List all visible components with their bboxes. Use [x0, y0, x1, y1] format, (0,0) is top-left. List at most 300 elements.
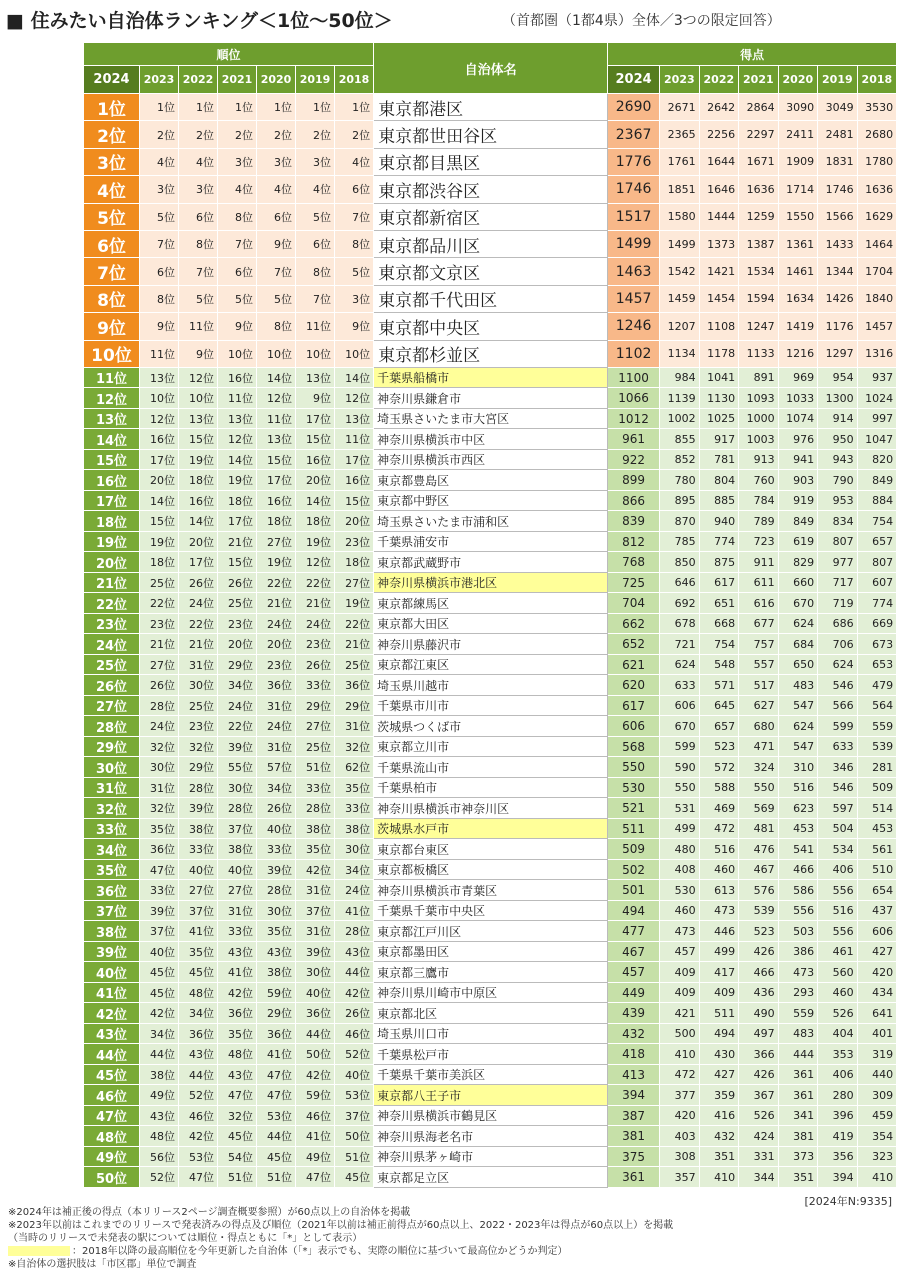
- previous-score-cell: 406: [818, 1064, 858, 1085]
- previous-rank-cell: 44位: [296, 1023, 335, 1044]
- previous-score-cell: 523: [739, 921, 779, 942]
- previous-rank-cell: 32位: [179, 736, 218, 757]
- previous-score-cell: 1178: [699, 340, 739, 367]
- previous-score-cell: 499: [699, 941, 739, 962]
- municipality-name-cell: 東京都港区: [374, 94, 608, 121]
- previous-score-cell: 781: [699, 449, 739, 470]
- previous-score-cell: 774: [857, 593, 897, 614]
- previous-score-cell: 1780: [857, 148, 897, 175]
- previous-rank-cell: 20位: [179, 531, 218, 552]
- previous-rank-cell: 1位: [335, 94, 374, 121]
- previous-score-cell: 1041: [699, 367, 739, 388]
- previous-score-cell: 408: [660, 859, 700, 880]
- previous-rank-cell: 1位: [140, 94, 179, 121]
- municipality-name-cell: 東京都千代田区: [374, 285, 608, 312]
- previous-rank-cell: 46位: [179, 1105, 218, 1126]
- municipality-name-cell: 東京都中野区: [374, 490, 608, 511]
- score-cell: 961: [608, 429, 660, 450]
- score-cell: 394: [608, 1085, 660, 1106]
- previous-rank-cell: 6位: [335, 176, 374, 203]
- previous-rank-cell: 8位: [218, 203, 257, 230]
- previous-rank-cell: 4位: [218, 176, 257, 203]
- previous-rank-cell: 33位: [296, 675, 335, 696]
- municipality-name-cell: 東京都武蔵野市: [374, 552, 608, 573]
- table-row: [84, 859, 897, 880]
- previous-rank-cell: 14位: [218, 449, 257, 470]
- previous-rank-cell: 31位: [179, 654, 218, 675]
- previous-rank-cell: 41位: [179, 921, 218, 942]
- previous-score-cell: 534: [818, 839, 858, 860]
- previous-rank-cell: 38位: [257, 962, 296, 983]
- previous-score-cell: 586: [778, 880, 818, 901]
- previous-rank-cell: 5位: [257, 285, 296, 312]
- rank-cell: 29位: [84, 736, 140, 757]
- table-row: [84, 1085, 897, 1106]
- previous-rank-cell: 11位: [218, 388, 257, 409]
- previous-score-cell: 432: [699, 1126, 739, 1147]
- rank-cell: 12位: [84, 388, 140, 409]
- previous-score-cell: 834: [818, 511, 858, 532]
- previous-score-cell: 785: [660, 531, 700, 552]
- previous-rank-cell: 53位: [257, 1105, 296, 1126]
- previous-score-cell: 624: [818, 654, 858, 675]
- previous-score-cell: 1344: [818, 258, 858, 285]
- previous-score-cell: 804: [699, 470, 739, 491]
- rank-year-header: 2018: [335, 66, 374, 94]
- previous-rank-cell: 35位: [218, 1023, 257, 1044]
- previous-rank-cell: 5位: [296, 203, 335, 230]
- previous-score-cell: 754: [857, 511, 897, 532]
- table-row: [84, 675, 897, 696]
- footnote: （当時のリリースで未発表の駅については順位・得点ともに「*」として表示）: [8, 1233, 363, 1244]
- municipality-name-cell: 神奈川県藤沢市: [374, 634, 608, 655]
- previous-score-cell: 1464: [857, 230, 897, 257]
- score-cell: 1246: [608, 313, 660, 340]
- score-cell: 1457: [608, 285, 660, 312]
- previous-rank-cell: 40位: [140, 941, 179, 962]
- previous-rank-cell: 19位: [218, 470, 257, 491]
- previous-score-cell: 875: [699, 552, 739, 573]
- previous-score-cell: 576: [739, 880, 779, 901]
- previous-score-cell: 1176: [818, 313, 858, 340]
- previous-rank-cell: 54位: [218, 1146, 257, 1167]
- previous-rank-cell: 38位: [140, 1064, 179, 1085]
- score-cell: 866: [608, 490, 660, 511]
- rank-year-header: 2022: [179, 66, 218, 94]
- previous-rank-cell: 28位: [179, 777, 218, 798]
- previous-score-cell: 557: [739, 654, 779, 675]
- score-cell: 1463: [608, 258, 660, 285]
- previous-score-cell: 420: [857, 962, 897, 983]
- previous-rank-cell: 3位: [335, 285, 374, 312]
- previous-score-cell: 1133: [739, 340, 779, 367]
- previous-score-cell: 514: [857, 798, 897, 819]
- previous-score-cell: 539: [739, 900, 779, 921]
- previous-score-cell: 2680: [857, 121, 897, 148]
- rank-cell: 1位: [84, 94, 140, 121]
- previous-score-cell: 1207: [660, 313, 700, 340]
- previous-rank-cell: 47位: [218, 1085, 257, 1106]
- table-row: [84, 757, 897, 778]
- rank-cell: 21位: [84, 572, 140, 593]
- page-subtitle: （首都圏（1都4県）全体／3つの限定回答）: [502, 13, 781, 29]
- previous-score-cell: 569: [739, 798, 779, 819]
- previous-rank-cell: 44位: [179, 1064, 218, 1085]
- score-cell: 457: [608, 962, 660, 983]
- previous-rank-cell: 38位: [335, 818, 374, 839]
- rank-cell: 25位: [84, 654, 140, 675]
- municipality-name-cell: 東京都三鷹市: [374, 962, 608, 983]
- previous-score-cell: 409: [660, 962, 700, 983]
- previous-rank-cell: 37位: [179, 900, 218, 921]
- score-cell: 621: [608, 654, 660, 675]
- previous-rank-cell: 15位: [257, 449, 296, 470]
- rank-cell: 14位: [84, 429, 140, 450]
- previous-score-cell: 917: [699, 429, 739, 450]
- previous-rank-cell: 35位: [335, 777, 374, 798]
- previous-score-cell: 1746: [818, 176, 858, 203]
- rank-cell: 48位: [84, 1126, 140, 1147]
- municipality-name-cell: 神奈川県横浜市神奈川区: [374, 798, 608, 819]
- previous-rank-cell: 31位: [257, 736, 296, 757]
- previous-score-cell: 547: [778, 695, 818, 716]
- previous-rank-cell: 21位: [335, 634, 374, 655]
- municipality-name-cell: 東京都北区: [374, 1003, 608, 1024]
- previous-rank-cell: 51位: [296, 757, 335, 778]
- previous-score-cell: 1134: [660, 340, 700, 367]
- footnote: ：2018年以降の最高順位を今年更新した自治体（「*」表示でも、実際の順位に基づいて最高位かどうか判定）: [72, 1246, 568, 1257]
- previous-score-cell: 891: [739, 367, 779, 388]
- municipality-name-cell: 東京都渋谷区: [374, 176, 608, 203]
- previous-score-cell: 548: [699, 654, 739, 675]
- previous-score-cell: 1033: [778, 388, 818, 409]
- previous-rank-cell: 35位: [179, 941, 218, 962]
- previous-score-cell: 1566: [818, 203, 858, 230]
- previous-score-cell: 546: [818, 675, 858, 696]
- previous-score-cell: 556: [778, 900, 818, 921]
- previous-rank-cell: 31位: [257, 695, 296, 716]
- previous-rank-cell: 26位: [335, 1003, 374, 1024]
- previous-rank-cell: 25位: [296, 736, 335, 757]
- previous-score-cell: 426: [739, 941, 779, 962]
- previous-score-cell: 550: [739, 777, 779, 798]
- table-row: [84, 736, 897, 757]
- previous-score-cell: 653: [857, 654, 897, 675]
- previous-rank-cell: 4位: [335, 148, 374, 175]
- page-title: ■ 住みたい自治体ランキング＜1位～50位＞: [6, 10, 393, 32]
- rank-cell: 34位: [84, 839, 140, 860]
- previous-rank-cell: 3位: [218, 148, 257, 175]
- previous-score-cell: 559: [857, 716, 897, 737]
- score-cell: 509: [608, 839, 660, 860]
- municipality-name-cell: 埼玉県さいたま市浦和区: [374, 511, 608, 532]
- rank-cell: 16位: [84, 470, 140, 491]
- previous-score-cell: 497: [739, 1023, 779, 1044]
- previous-score-cell: 1130: [699, 388, 739, 409]
- previous-rank-cell: 41位: [335, 900, 374, 921]
- table-row: [84, 258, 897, 285]
- table-row: [84, 982, 897, 1003]
- rank-cell: 11位: [84, 367, 140, 388]
- previous-score-cell: 309: [857, 1085, 897, 1106]
- previous-score-cell: 940: [699, 511, 739, 532]
- previous-rank-cell: 7位: [179, 258, 218, 285]
- previous-score-cell: 717: [818, 572, 858, 593]
- score-cell: 812: [608, 531, 660, 552]
- previous-rank-cell: 47位: [257, 1064, 296, 1085]
- previous-rank-cell: 42位: [335, 982, 374, 1003]
- previous-rank-cell: 49位: [140, 1085, 179, 1106]
- municipality-name-cell: 東京都立川市: [374, 736, 608, 757]
- previous-score-cell: 850: [660, 552, 700, 573]
- previous-score-cell: 616: [739, 593, 779, 614]
- previous-score-cell: 849: [778, 511, 818, 532]
- previous-score-cell: 1421: [699, 258, 739, 285]
- score-cell: 768: [608, 552, 660, 573]
- previous-score-cell: 280: [818, 1085, 858, 1106]
- previous-rank-cell: 4位: [140, 148, 179, 175]
- previous-rank-cell: 36位: [218, 1003, 257, 1024]
- previous-rank-cell: 47位: [257, 1085, 296, 1106]
- previous-rank-cell: 48位: [179, 982, 218, 1003]
- previous-rank-cell: 32位: [335, 736, 374, 757]
- table-row: [84, 900, 897, 921]
- previous-score-cell: 566: [818, 695, 858, 716]
- municipality-name-cell: 茨城県つくば市: [374, 716, 608, 737]
- previous-score-cell: 1000: [739, 408, 779, 429]
- previous-rank-cell: 27位: [296, 716, 335, 737]
- score-cell: 413: [608, 1064, 660, 1085]
- previous-score-cell: 651: [699, 593, 739, 614]
- previous-score-cell: 409: [660, 982, 700, 1003]
- table-row: [84, 1003, 897, 1024]
- footnotes: [8, 1206, 673, 1271]
- rank-cell: 18位: [84, 511, 140, 532]
- table-row: [84, 572, 897, 593]
- previous-rank-cell: 24位: [257, 716, 296, 737]
- previous-rank-cell: 45位: [218, 1126, 257, 1147]
- table-row: [84, 511, 897, 532]
- previous-score-cell: 686: [818, 613, 858, 634]
- score-year-header: 2020: [778, 66, 818, 94]
- previous-score-cell: 624: [778, 613, 818, 634]
- previous-score-cell: 976: [778, 429, 818, 450]
- previous-rank-cell: 15位: [179, 429, 218, 450]
- previous-score-cell: 1646: [699, 176, 739, 203]
- municipality-name-cell: 東京都八王子市: [374, 1085, 608, 1106]
- rank-cell: 24位: [84, 634, 140, 655]
- previous-rank-cell: 20位: [218, 634, 257, 655]
- previous-rank-cell: 11位: [179, 313, 218, 340]
- previous-score-cell: 706: [818, 634, 858, 655]
- table-row: [84, 470, 897, 491]
- score-cell: 501: [608, 880, 660, 901]
- rank-cell: 43位: [84, 1023, 140, 1044]
- previous-rank-cell: 48位: [140, 1126, 179, 1147]
- previous-rank-cell: 19位: [140, 531, 179, 552]
- previous-score-cell: 2256: [699, 121, 739, 148]
- previous-score-cell: 885: [699, 490, 739, 511]
- previous-score-cell: 678: [660, 613, 700, 634]
- previous-rank-cell: 18位: [179, 470, 218, 491]
- table-row: [84, 429, 897, 450]
- previous-score-cell: 499: [660, 818, 700, 839]
- rank-cell: 47位: [84, 1105, 140, 1126]
- previous-rank-cell: 45位: [140, 982, 179, 1003]
- previous-rank-cell: 27位: [140, 654, 179, 675]
- rank-cell: 37位: [84, 900, 140, 921]
- previous-score-cell: 410: [699, 1167, 739, 1188]
- previous-rank-cell: 34位: [179, 1003, 218, 1024]
- previous-score-cell: 310: [778, 757, 818, 778]
- previous-rank-cell: 13位: [140, 367, 179, 388]
- previous-score-cell: 403: [660, 1126, 700, 1147]
- score-cell: 704: [608, 593, 660, 614]
- previous-score-cell: 1454: [699, 285, 739, 312]
- previous-score-cell: 308: [660, 1146, 700, 1167]
- previous-score-cell: 356: [818, 1146, 858, 1167]
- previous-score-cell: 481: [739, 818, 779, 839]
- rank-cell: 27位: [84, 695, 140, 716]
- previous-rank-cell: 22位: [218, 716, 257, 737]
- previous-rank-cell: 56位: [140, 1146, 179, 1167]
- previous-rank-cell: 12位: [179, 367, 218, 388]
- previous-score-cell: 281: [857, 757, 897, 778]
- previous-rank-cell: 47位: [140, 859, 179, 880]
- previous-rank-cell: 30位: [140, 757, 179, 778]
- previous-rank-cell: 47位: [296, 1167, 335, 1188]
- previous-rank-cell: 43位: [218, 941, 257, 962]
- rank-cell: 40位: [84, 962, 140, 983]
- previous-score-cell: 692: [660, 593, 700, 614]
- table-row: [84, 367, 897, 388]
- score-cell: 2690: [608, 94, 660, 121]
- previous-score-cell: 504: [818, 818, 858, 839]
- municipality-name-cell: 神奈川県茅ヶ崎市: [374, 1146, 608, 1167]
- score-cell: 922: [608, 449, 660, 470]
- previous-rank-cell: 40位: [296, 982, 335, 1003]
- previous-rank-cell: 27位: [179, 880, 218, 901]
- previous-score-cell: 723: [739, 531, 779, 552]
- previous-rank-cell: 26位: [257, 798, 296, 819]
- municipality-name-cell: 東京都江戸川区: [374, 921, 608, 942]
- previous-rank-cell: 24位: [257, 613, 296, 634]
- previous-score-cell: 354: [857, 1126, 897, 1147]
- municipality-name-cell: 神奈川県横浜市港北区: [374, 572, 608, 593]
- rank-cell: 15位: [84, 449, 140, 470]
- previous-rank-cell: 29位: [179, 757, 218, 778]
- previous-score-cell: 1433: [818, 230, 858, 257]
- previous-score-cell: 1002: [660, 408, 700, 429]
- previous-rank-cell: 5位: [218, 285, 257, 312]
- score-cell: 375: [608, 1146, 660, 1167]
- municipality-name-cell: 千葉県流山市: [374, 757, 608, 778]
- previous-score-cell: 657: [699, 716, 739, 737]
- previous-score-cell: 421: [660, 1003, 700, 1024]
- previous-score-cell: 937: [857, 367, 897, 388]
- rank-cell: 35位: [84, 859, 140, 880]
- rank-year-header: 2023: [140, 66, 179, 94]
- municipality-name-cell: 東京都豊島区: [374, 470, 608, 491]
- score-cell: 652: [608, 634, 660, 655]
- previous-score-cell: 903: [778, 470, 818, 491]
- previous-score-cell: 950: [818, 429, 858, 450]
- previous-rank-cell: 13位: [179, 408, 218, 429]
- previous-rank-cell: 2位: [335, 121, 374, 148]
- previous-score-cell: 460: [660, 900, 700, 921]
- table-row: [84, 880, 897, 901]
- previous-score-cell: 1594: [739, 285, 779, 312]
- previous-rank-cell: 7位: [296, 285, 335, 312]
- previous-rank-cell: 17位: [296, 408, 335, 429]
- previous-rank-cell: 11位: [335, 429, 374, 450]
- previous-rank-cell: 17位: [179, 552, 218, 573]
- previous-score-cell: 790: [818, 470, 858, 491]
- previous-score-cell: 613: [699, 880, 739, 901]
- previous-rank-cell: 1位: [218, 94, 257, 121]
- previous-score-cell: 483: [778, 675, 818, 696]
- previous-score-cell: 670: [660, 716, 700, 737]
- previous-rank-cell: 5位: [140, 203, 179, 230]
- table-row: [84, 695, 897, 716]
- previous-score-cell: 680: [739, 716, 779, 737]
- previous-score-cell: 516: [699, 839, 739, 860]
- previous-score-cell: 526: [739, 1105, 779, 1126]
- previous-rank-cell: 6位: [179, 203, 218, 230]
- previous-rank-cell: 50位: [335, 1126, 374, 1147]
- previous-rank-cell: 43位: [140, 1105, 179, 1126]
- municipality-name-cell: 東京都江東区: [374, 654, 608, 675]
- previous-rank-cell: 24位: [179, 593, 218, 614]
- previous-rank-cell: 14位: [335, 367, 374, 388]
- previous-rank-cell: 36位: [335, 675, 374, 696]
- previous-rank-cell: 39位: [257, 859, 296, 880]
- score-cell: 449: [608, 982, 660, 1003]
- previous-rank-cell: 24位: [335, 880, 374, 901]
- previous-score-cell: 516: [818, 900, 858, 921]
- previous-rank-cell: 42位: [179, 1126, 218, 1147]
- previous-rank-cell: 12位: [335, 388, 374, 409]
- previous-score-cell: 884: [857, 490, 897, 511]
- table-row: [84, 203, 897, 230]
- rank-cell: 3位: [84, 148, 140, 175]
- previous-rank-cell: 35位: [140, 818, 179, 839]
- previous-score-cell: 2481: [818, 121, 858, 148]
- score-cell: 511: [608, 818, 660, 839]
- previous-score-cell: 440: [857, 1064, 897, 1085]
- previous-score-cell: 361: [778, 1085, 818, 1106]
- previous-score-cell: 416: [699, 1105, 739, 1126]
- municipality-name-cell: 神奈川県鎌倉市: [374, 388, 608, 409]
- rank-year-header: 2021: [218, 66, 257, 94]
- previous-score-cell: 437: [857, 900, 897, 921]
- table-row: [84, 340, 897, 367]
- previous-rank-cell: 51位: [335, 1146, 374, 1167]
- previous-score-cell: 1636: [739, 176, 779, 203]
- municipality-name-cell: 東京都中央区: [374, 313, 608, 340]
- previous-rank-cell: 25位: [335, 654, 374, 675]
- previous-rank-cell: 13位: [296, 367, 335, 388]
- previous-score-cell: 346: [818, 757, 858, 778]
- previous-rank-cell: 1位: [179, 94, 218, 121]
- previous-rank-cell: 20位: [296, 470, 335, 491]
- previous-score-cell: 319: [857, 1044, 897, 1065]
- previous-rank-cell: 44位: [335, 962, 374, 983]
- previous-score-cell: 1108: [699, 313, 739, 340]
- previous-score-cell: 323: [857, 1146, 897, 1167]
- municipality-name-cell: 神奈川県横浜市青葉区: [374, 880, 608, 901]
- score-cell: 606: [608, 716, 660, 737]
